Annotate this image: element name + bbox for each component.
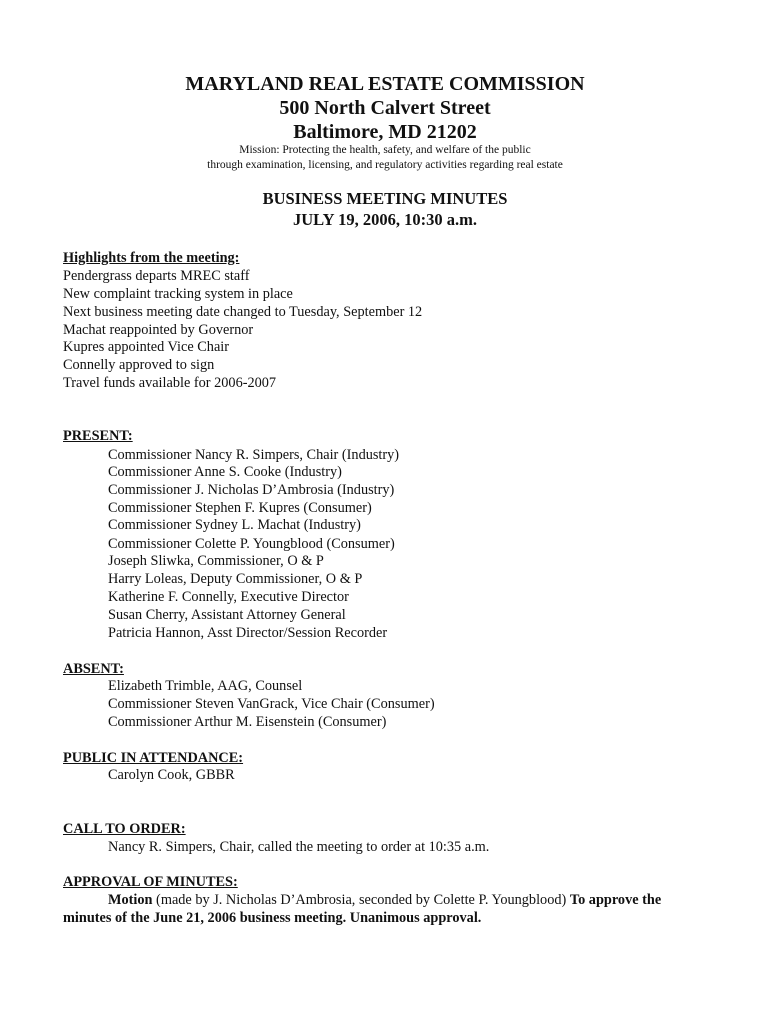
- present-item: Commissioner Sydney L. Machat (Industry): [108, 517, 361, 533]
- present-item: Harry Loleas, Deputy Commissioner, O & P: [108, 571, 363, 587]
- highlight-item: Next business meeting date changed to Tuesday, September 12: [63, 304, 423, 320]
- mission-line-1: Mission: Protecting the health, safety, and welfare of the public: [239, 144, 531, 156]
- highlight-item: Machat reappointed by Governor: [63, 322, 254, 338]
- present-item: Patricia Hannon, Asst Director/Session Recorder: [108, 625, 388, 641]
- present-item: Susan Cherry, Assistant Attorney General: [108, 607, 346, 623]
- present-item: Joseph Sliwka, Commissioner, O & P: [108, 553, 324, 569]
- present-item: Commissioner J. Nicholas D’Ambrosia (Industry): [108, 482, 395, 498]
- motion-line: [108, 891, 661, 909]
- call-to-order-heading: CALL TO ORDER:: [63, 821, 186, 837]
- public-item: Carolyn Cook, GBBR: [108, 767, 235, 783]
- motion-text: (made by J. Nicholas D’Ambrosia, seconded by Colette P. Youngblood): [152, 892, 570, 908]
- highlight-item: Connelly approved to sign: [63, 357, 215, 373]
- motion-bold-text: To approve the: [569, 892, 662, 908]
- highlights-heading: Highlights from the meeting:: [63, 250, 240, 266]
- org-name: MARYLAND REAL ESTATE COMMISSION: [185, 73, 585, 95]
- mission-line-2: through examination, licensing, and regulatory activities regarding real estate: [207, 159, 563, 171]
- absent-item: Elizabeth Trimble, AAG, Counsel: [108, 678, 303, 694]
- present-item: Commissioner Colette P. Youngblood (Consumer): [108, 536, 395, 552]
- present-item: Katherine F. Connelly, Executive Director: [108, 589, 349, 605]
- highlight-item: Kupres appointed Vice Chair: [63, 339, 230, 355]
- absent-item: Commissioner Arthur M. Eisenstein (Consumer): [108, 714, 387, 730]
- document-title: BUSINESS MEETING MINUTES: [262, 189, 508, 208]
- present-item: Commissioner Anne S. Cooke (Industry): [108, 464, 342, 480]
- motion-line-2: minutes of the June 21, 2006 business meeting. Unanimous approval.: [63, 910, 482, 926]
- present-item: Commissioner Stephen F. Kupres (Consumer): [108, 500, 372, 516]
- document-date: JULY 19, 2006, 10:30 a.m.: [293, 210, 477, 229]
- highlight-item: Travel funds available for 2006-2007: [63, 375, 277, 391]
- present-item: Commissioner Nancy R. Simpers, Chair (Industry): [108, 447, 400, 463]
- motion-label: Motion: [108, 892, 153, 908]
- public-heading: PUBLIC IN ATTENDANCE:: [63, 750, 244, 766]
- absent-heading: ABSENT:: [63, 661, 124, 677]
- call-to-order-text: Nancy R. Simpers, Chair, called the meeting to order at 10:35 a.m.: [108, 839, 490, 855]
- highlight-item: New complaint tracking system in place: [63, 286, 293, 302]
- highlight-item: Pendergrass departs MREC staff: [63, 268, 250, 284]
- approval-heading: APPROVAL OF MINUTES:: [63, 874, 238, 890]
- absent-item: Commissioner Steven VanGrack, Vice Chair (Consumer): [108, 696, 435, 712]
- city-address: Baltimore, MD 21202: [293, 121, 477, 143]
- street-address: 500 North Calvert Street: [279, 97, 491, 119]
- present-heading: PRESENT:: [63, 428, 133, 444]
